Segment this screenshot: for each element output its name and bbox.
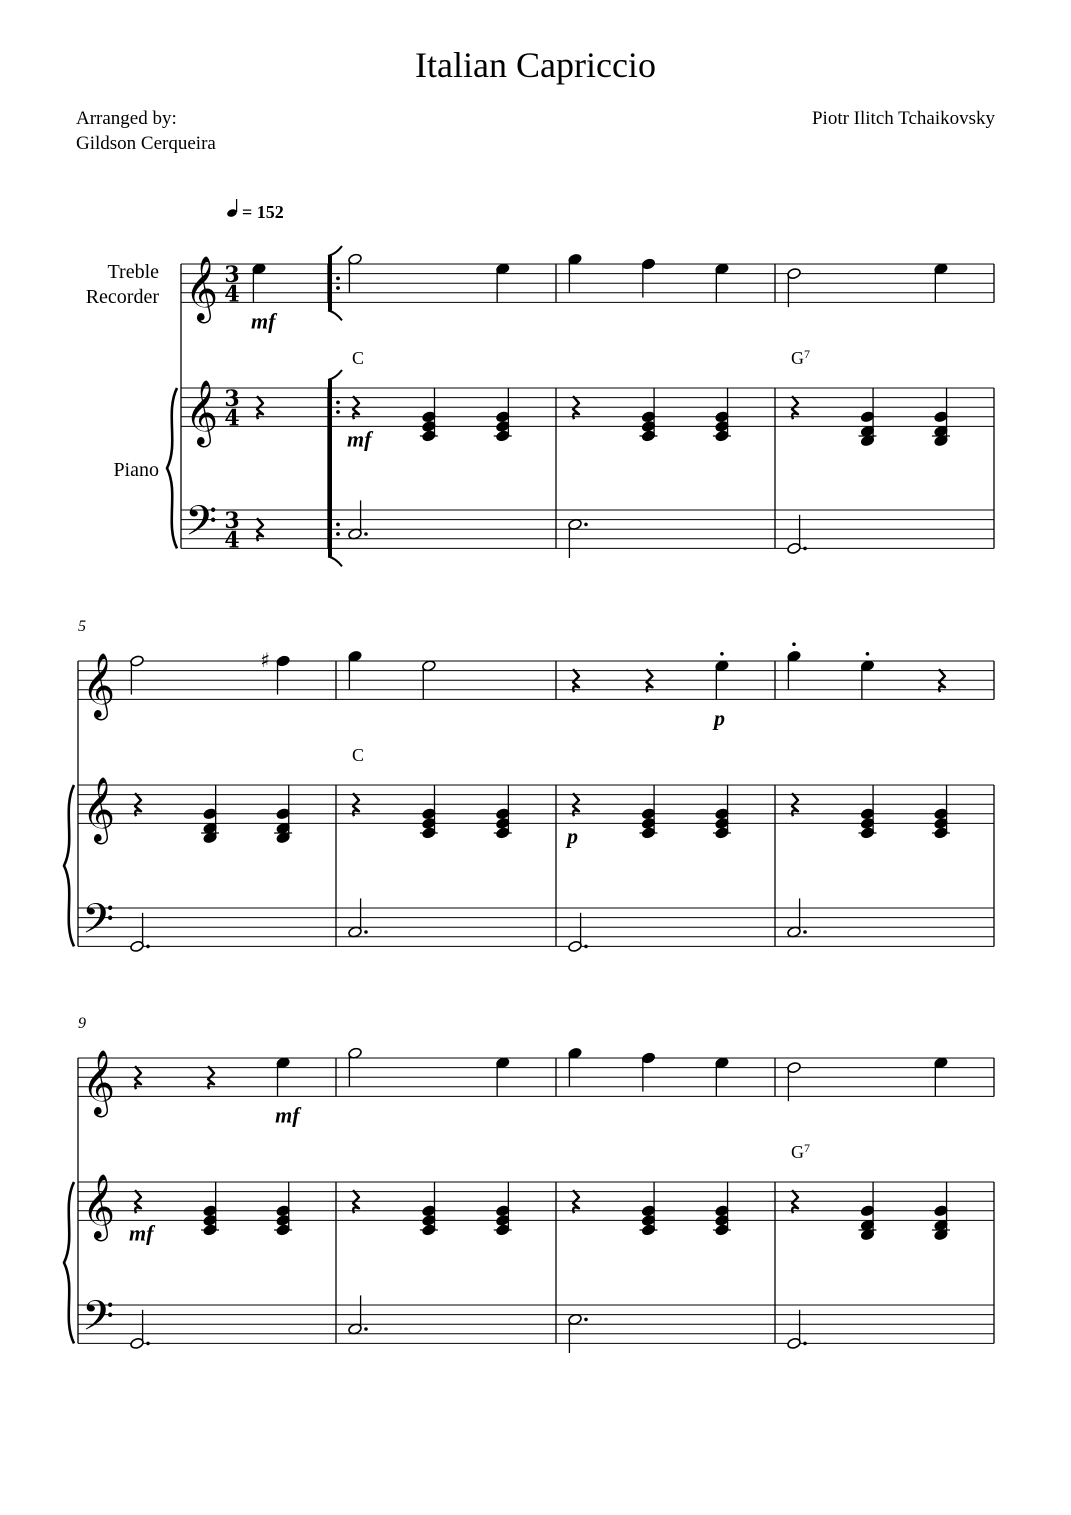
repeat-dot [336, 410, 340, 414]
treble-clef-icon: 𝄞 [82, 1173, 116, 1239]
augmentation-dot [584, 523, 588, 527]
instrument-name-piano: Piano [113, 459, 159, 481]
augmentation-dot [364, 1327, 368, 1331]
repeat-bracket-hook [328, 370, 342, 380]
chord-symbol: C [352, 348, 365, 368]
instrument-name-recorder: Treble [107, 261, 159, 283]
repeat-dot [336, 523, 340, 527]
augmentation-dot [146, 945, 150, 949]
bass-clef-icon: 𝄢 [185, 496, 218, 555]
dynamic-marking: mf [251, 308, 276, 334]
arranger-name: Gildson Cerqueira [76, 133, 216, 154]
time-signature-top: 3 [224, 508, 240, 535]
piano-brace-icon [64, 1182, 74, 1343]
dynamic-marking: mf [275, 1102, 300, 1128]
repeat-dot [336, 532, 340, 536]
augmentation-dot [803, 1342, 807, 1346]
staccato-dot [792, 642, 796, 646]
treble-clef-icon: 𝄞 [82, 652, 116, 718]
augmentation-dot [364, 930, 368, 934]
repeat-bar [328, 256, 332, 310]
repeat-bracket-hook [328, 310, 342, 320]
repeat-dot [336, 401, 340, 405]
measure-number: 5 [78, 618, 86, 635]
dynamic-marking: p [713, 705, 725, 731]
dynamic-marking: p [567, 823, 578, 849]
augmentation-dot [803, 930, 807, 934]
chord-symbol: C [352, 745, 365, 765]
repeat-bracket-hook [328, 556, 342, 566]
bass-clef-icon: 𝄢 [82, 1291, 115, 1350]
page-title: Italian Capriccio [415, 45, 656, 85]
time-signature-bottom: 4 [224, 527, 240, 554]
dynamic-marking: mf [347, 426, 372, 452]
time-signature-top: 3 [224, 386, 240, 413]
time-signature-bottom: 4 [224, 281, 240, 308]
dynamic-marking: mf [129, 1220, 154, 1246]
time-signature-bottom: 4 [224, 405, 240, 432]
augmentation-dot [584, 1318, 588, 1322]
augmentation-dot [146, 1342, 150, 1346]
augmentation-dot [584, 945, 588, 949]
repeat-bar [328, 380, 332, 556]
staccato-dot [866, 652, 870, 656]
staccato-dot [720, 652, 724, 656]
repeat-dot [336, 286, 340, 290]
sharp-accidental: ♯ [260, 648, 270, 672]
instrument-name-recorder: Recorder [85, 286, 159, 308]
piano-brace-icon [64, 785, 74, 946]
measure-number: 9 [78, 1015, 86, 1032]
arranger-label: Arranged by: [76, 108, 177, 129]
piano-brace-icon [167, 388, 177, 548]
repeat-dot [336, 277, 340, 281]
repeat-bracket-hook [328, 246, 342, 256]
tempo-marking: = 152 [242, 202, 284, 222]
composer-name: Piotr Ilitch Tchaikovsky [811, 108, 995, 129]
treble-clef-icon: 𝄞 [82, 776, 116, 842]
treble-clef-icon: 𝄞 [185, 255, 219, 321]
treble-clef-icon: 𝄞 [185, 379, 219, 445]
time-signature-top: 3 [224, 262, 240, 289]
bass-clef-icon: 𝄢 [82, 894, 115, 953]
treble-clef-icon: 𝄞 [82, 1049, 116, 1115]
augmentation-dot [803, 547, 807, 551]
augmentation-dot [364, 532, 368, 536]
chord-symbol: $G^7$ [791, 1141, 810, 1162]
chord-symbol: $G^7$ [791, 347, 810, 368]
